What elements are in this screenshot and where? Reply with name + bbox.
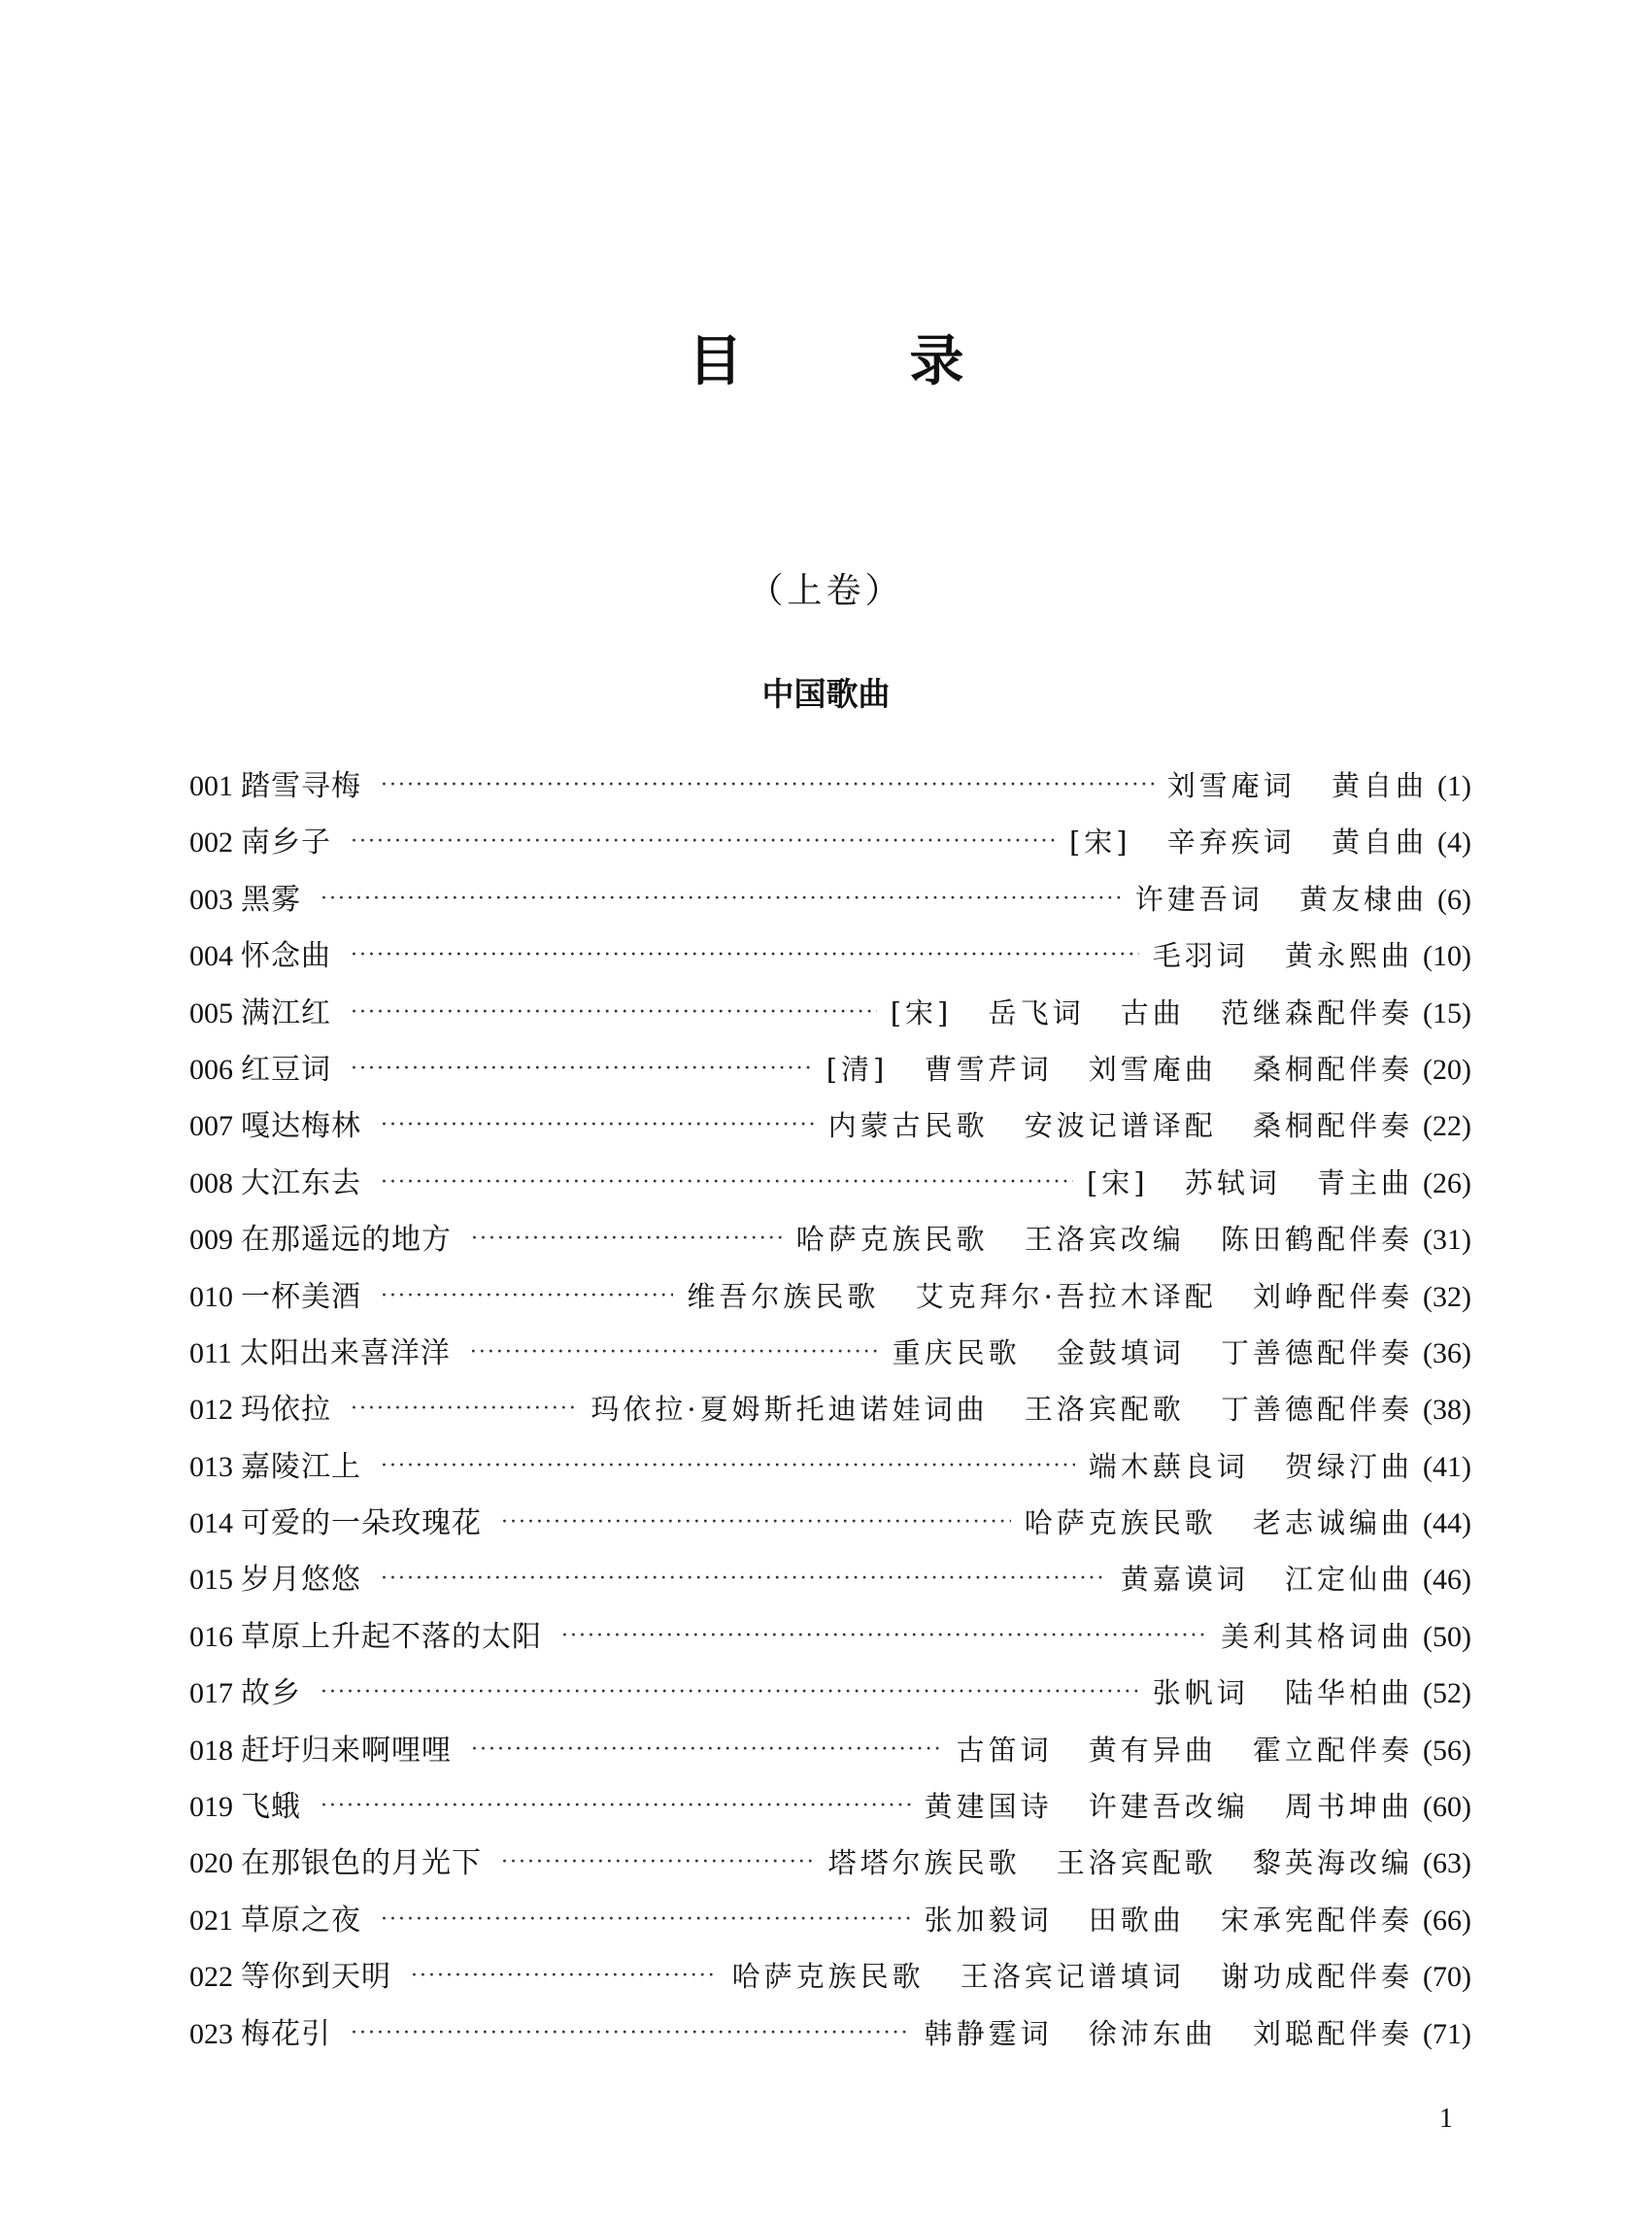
song-credits: 塔塔尔族民歌 王洛宾配歌 黎英海改编 bbox=[827, 1846, 1414, 1880]
song-credits: 哈萨克族民歌 老志诚编曲 bbox=[1024, 1506, 1414, 1540]
toc-entry[interactable] bbox=[189, 1155, 1471, 1211]
page-reference: (22) bbox=[1423, 1110, 1471, 1143]
dot-leader bbox=[320, 1778, 911, 1835]
song-title: 飞蛾 bbox=[241, 1790, 301, 1825]
song-credits: 张帆词 陆华柏曲 bbox=[1152, 1676, 1414, 1710]
song-credits: 玛依拉·夏姆斯托迪诺娃词曲 王洛宾配歌 丁善德配伴奏 bbox=[590, 1393, 1414, 1427]
page-reference: (36) bbox=[1423, 1336, 1471, 1369]
toc-entry[interactable] bbox=[189, 871, 1471, 927]
entry-number: 018 bbox=[189, 1734, 233, 1767]
dot-leader bbox=[381, 1551, 1107, 1607]
toc-entry[interactable] bbox=[189, 1835, 1471, 1891]
toc-entry[interactable] bbox=[189, 1551, 1471, 1607]
entry-number: 020 bbox=[189, 1847, 233, 1880]
entry-number: 017 bbox=[189, 1677, 233, 1710]
song-credits: [清] 曹雪芹词 刘雪庵曲 桑桐配伴奏 bbox=[826, 1052, 1414, 1086]
dot-leader bbox=[381, 1268, 673, 1325]
song-title: 赶圩归来啊哩哩 bbox=[241, 1733, 452, 1768]
page-number: 1 bbox=[1439, 2104, 1453, 2134]
toc-entry[interactable] bbox=[189, 1097, 1471, 1154]
page-reference: (15) bbox=[1423, 996, 1471, 1029]
dot-leader bbox=[381, 758, 1154, 814]
song-credits: [宋] 岳飞词 古曲 范继森配伴奏 bbox=[890, 995, 1414, 1029]
entry-number: 003 bbox=[189, 883, 233, 916]
song-title: 岁月悠悠 bbox=[241, 1563, 361, 1598]
entry-number: 021 bbox=[189, 1904, 233, 1937]
toc-entry[interactable] bbox=[189, 1381, 1471, 1437]
song-title: 满江红 bbox=[241, 995, 331, 1030]
song-credits: 哈萨克族民歌 王洛宾记谱填词 谢功成配伴奏 bbox=[731, 1960, 1414, 1994]
table-of-contents bbox=[189, 758, 1471, 2062]
toc-entry[interactable] bbox=[189, 758, 1471, 814]
song-title: 红豆词 bbox=[241, 1052, 331, 1087]
dot-leader bbox=[351, 814, 1056, 870]
dot-leader bbox=[501, 1835, 815, 1891]
dot-leader bbox=[471, 1722, 943, 1778]
song-title: 梅花引 bbox=[241, 2016, 331, 2051]
song-credits: 美利其格词曲 bbox=[1221, 1619, 1414, 1653]
dot-leader bbox=[381, 1097, 815, 1154]
section-heading: 中国歌曲 bbox=[761, 675, 891, 713]
page-reference: (26) bbox=[1423, 1166, 1471, 1199]
entry-number: 015 bbox=[189, 1564, 233, 1597]
page-reference: (1) bbox=[1437, 770, 1471, 802]
song-title: 在那银色的月光下 bbox=[241, 1846, 482, 1881]
song-title: 故乡 bbox=[241, 1676, 301, 1711]
dot-leader bbox=[351, 927, 1139, 984]
dot-leader bbox=[320, 871, 1122, 927]
page-reference: (10) bbox=[1423, 940, 1471, 973]
toc-entry[interactable] bbox=[189, 1211, 1471, 1267]
volume-heading: （上卷） bbox=[748, 571, 904, 611]
page-title: 目 录 bbox=[688, 330, 1021, 393]
dot-leader bbox=[501, 1495, 1011, 1551]
dot-leader bbox=[351, 985, 877, 1041]
dot-leader bbox=[381, 1892, 911, 1948]
page-reference: (60) bbox=[1423, 1791, 1471, 1824]
page-reference: (52) bbox=[1423, 1677, 1471, 1710]
song-title: 可爱的一朵玫瑰花 bbox=[241, 1506, 482, 1541]
entry-number: 005 bbox=[189, 996, 233, 1029]
toc-entry[interactable] bbox=[189, 1665, 1471, 1721]
toc-entry[interactable] bbox=[189, 1325, 1471, 1381]
dot-leader bbox=[411, 1948, 719, 2005]
song-credits: 黄建国诗 许建吾改编 周书坤曲 bbox=[924, 1790, 1414, 1824]
song-credits: [宋] 辛弃疾词 黄自曲 bbox=[1068, 826, 1429, 860]
song-title: 太阳出来喜洋洋 bbox=[239, 1335, 451, 1370]
song-credits: 韩静霆词 徐沛东曲 刘聪配伴奏 bbox=[924, 2016, 1414, 2050]
song-credits: [宋] 苏轼词 青主曲 bbox=[1086, 1165, 1414, 1199]
entry-number: 013 bbox=[189, 1450, 233, 1483]
page-reference: (6) bbox=[1437, 883, 1471, 916]
dot-leader bbox=[381, 1438, 1075, 1495]
entry-number: 006 bbox=[189, 1053, 233, 1086]
entry-number: 014 bbox=[189, 1507, 233, 1540]
page-reference: (20) bbox=[1423, 1053, 1471, 1086]
toc-entry[interactable] bbox=[189, 985, 1471, 1041]
song-title: 在那遥远的地方 bbox=[241, 1223, 452, 1258]
dot-leader bbox=[320, 1665, 1139, 1721]
song-title: 一杯美酒 bbox=[241, 1279, 361, 1314]
page-reference: (46) bbox=[1423, 1564, 1471, 1597]
song-title: 草原之夜 bbox=[241, 1903, 361, 1938]
toc-entry[interactable] bbox=[189, 927, 1471, 984]
page-reference: (44) bbox=[1423, 1507, 1471, 1540]
entry-number: 004 bbox=[189, 940, 233, 973]
page-reference: (63) bbox=[1423, 1847, 1471, 1880]
entry-number: 007 bbox=[189, 1110, 233, 1143]
song-credits: 重庆民歌 金鼓填词 丁善德配伴奏 bbox=[892, 1335, 1414, 1369]
song-credits: 黄嘉谟词 江定仙曲 bbox=[1120, 1563, 1414, 1597]
entry-number: 023 bbox=[189, 2017, 233, 2050]
song-title: 南乡子 bbox=[241, 826, 331, 860]
song-title: 大江东去 bbox=[241, 1165, 361, 1200]
page-reference: (71) bbox=[1423, 2017, 1471, 2050]
song-credits: 端木蕻良词 贺绿汀曲 bbox=[1088, 1449, 1414, 1483]
page-reference: (50) bbox=[1423, 1620, 1471, 1653]
entry-number: 016 bbox=[189, 1620, 233, 1653]
song-title: 黑雾 bbox=[241, 882, 301, 917]
dot-leader bbox=[381, 1155, 1073, 1211]
song-title: 怀念曲 bbox=[241, 939, 331, 974]
song-credits: 许建吾词 黄友棣曲 bbox=[1134, 882, 1429, 916]
song-credits: 古笛词 黄有异曲 霍立配伴奏 bbox=[956, 1733, 1414, 1767]
page-reference: (41) bbox=[1423, 1450, 1471, 1483]
toc-entry[interactable] bbox=[189, 1495, 1471, 1551]
dot-leader bbox=[351, 1041, 813, 1097]
page-reference: (32) bbox=[1423, 1280, 1471, 1313]
toc-entry[interactable] bbox=[189, 1041, 1471, 1097]
page-reference: (38) bbox=[1423, 1394, 1471, 1427]
toc-entry[interactable] bbox=[189, 1722, 1471, 1778]
toc-entry[interactable] bbox=[189, 1438, 1471, 1495]
song-title: 等你到天明 bbox=[241, 1960, 391, 1995]
entry-number: 011 bbox=[189, 1336, 232, 1369]
entry-number: 001 bbox=[189, 770, 233, 802]
song-credits: 内蒙古民歌 安波记谱译配 桑桐配伴奏 bbox=[827, 1109, 1414, 1143]
toc-entry[interactable] bbox=[189, 1948, 1471, 2005]
entry-number: 002 bbox=[189, 826, 233, 860]
page-reference: (56) bbox=[1423, 1734, 1471, 1767]
dot-leader bbox=[561, 1608, 1207, 1665]
toc-entry[interactable] bbox=[189, 1892, 1471, 1948]
entry-number: 009 bbox=[189, 1224, 233, 1257]
dot-leader bbox=[471, 1211, 783, 1267]
entry-number: 022 bbox=[189, 1961, 233, 1994]
dot-leader bbox=[470, 1325, 879, 1381]
entry-number: 012 bbox=[189, 1394, 233, 1427]
song-title: 玛依拉 bbox=[241, 1393, 331, 1428]
page-reference: (4) bbox=[1437, 826, 1471, 860]
entry-number: 019 bbox=[189, 1791, 233, 1824]
toc-entry[interactable] bbox=[189, 1608, 1471, 1665]
song-title: 嘎达梅林 bbox=[241, 1109, 361, 1144]
entry-number: 010 bbox=[189, 1280, 233, 1313]
dot-leader bbox=[351, 2006, 911, 2062]
song-title: 嘉陵江上 bbox=[241, 1449, 361, 1484]
entry-number: 008 bbox=[189, 1166, 233, 1199]
song-credits: 哈萨克族民歌 王洛宾改编 陈田鹤配伴奏 bbox=[795, 1223, 1414, 1257]
song-credits: 维吾尔族民歌 艾克拜尔·吾拉木译配 刘峥配伴奏 bbox=[687, 1279, 1414, 1313]
toc-entry[interactable] bbox=[189, 1778, 1471, 1835]
toc-entry[interactable] bbox=[189, 2006, 1471, 2062]
page-reference: (70) bbox=[1423, 1961, 1471, 1994]
dot-leader bbox=[351, 1381, 577, 1437]
toc-entry[interactable] bbox=[189, 1268, 1471, 1325]
song-credits: 毛羽词 黄永熙曲 bbox=[1152, 939, 1414, 973]
page-reference: (31) bbox=[1423, 1224, 1471, 1257]
page-reference: (66) bbox=[1423, 1904, 1471, 1937]
song-credits: 张加毅词 田歌曲 宋承宪配伴奏 bbox=[924, 1903, 1414, 1937]
song-title: 踏雪寻梅 bbox=[241, 769, 361, 803]
toc-entry[interactable] bbox=[189, 814, 1471, 870]
song-title: 草原上升起不落的太阳 bbox=[241, 1619, 542, 1654]
song-credits: 刘雪庵词 黄自曲 bbox=[1166, 769, 1429, 802]
